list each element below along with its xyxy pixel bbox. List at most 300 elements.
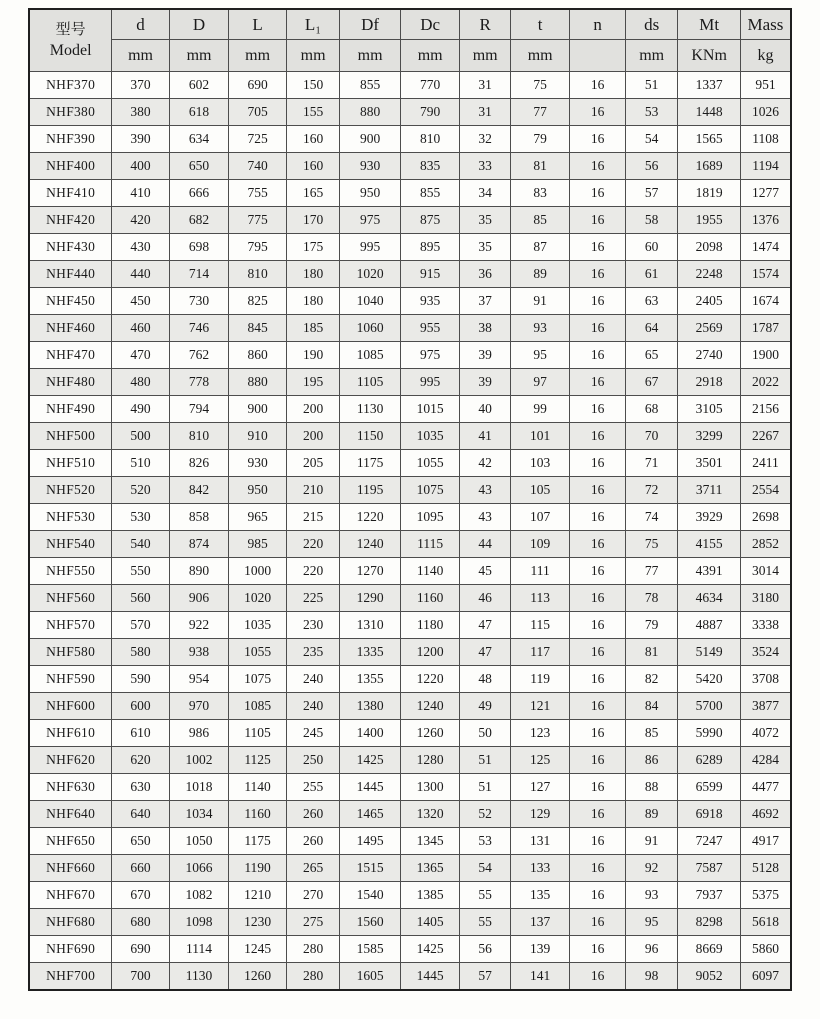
- value-cell: 16: [570, 450, 626, 477]
- table-row: [29, 666, 791, 693]
- value-cell: 83: [510, 180, 570, 207]
- table-row: [29, 180, 791, 207]
- value-cell: 602: [169, 72, 229, 99]
- value-cell: 650: [112, 828, 170, 855]
- table-row: [29, 936, 791, 963]
- value-cell: 970: [169, 693, 229, 720]
- value-cell: 36: [460, 261, 510, 288]
- value-cell: 5149: [678, 639, 741, 666]
- value-cell: 935: [400, 288, 460, 315]
- value-cell: 275: [286, 909, 339, 936]
- value-cell: 84: [625, 693, 677, 720]
- table-row: [29, 639, 791, 666]
- value-cell: 95: [625, 909, 677, 936]
- value-cell: 1002: [169, 747, 229, 774]
- value-cell: 109: [510, 531, 570, 558]
- table-row: [29, 531, 791, 558]
- value-cell: 98: [625, 963, 677, 991]
- unit-n: [570, 40, 626, 72]
- value-cell: 63: [625, 288, 677, 315]
- value-cell: 450: [112, 288, 170, 315]
- value-cell: 51: [625, 72, 677, 99]
- value-cell: 215: [286, 504, 339, 531]
- value-cell: 16: [570, 828, 626, 855]
- value-cell: 175: [286, 234, 339, 261]
- value-cell: 7247: [678, 828, 741, 855]
- value-cell: 1445: [340, 774, 401, 801]
- value-cell: 88: [625, 774, 677, 801]
- value-cell: 1405: [400, 909, 460, 936]
- value-cell: 3711: [678, 477, 741, 504]
- value-cell: 75: [510, 72, 570, 99]
- value-cell: 1210: [229, 882, 287, 909]
- value-cell: 16: [570, 99, 626, 126]
- table-row: [29, 99, 791, 126]
- value-cell: 725: [229, 126, 287, 153]
- value-cell: 4072: [740, 720, 791, 747]
- model-cell: NHF420: [29, 207, 112, 234]
- value-cell: 835: [400, 153, 460, 180]
- value-cell: 107: [510, 504, 570, 531]
- model-cell: NHF380: [29, 99, 112, 126]
- value-cell: 180: [286, 261, 339, 288]
- model-column-header: [29, 9, 112, 72]
- value-cell: 1130: [169, 963, 229, 991]
- value-cell: 97: [510, 369, 570, 396]
- col-header-D: D: [169, 9, 229, 40]
- value-cell: 125: [510, 747, 570, 774]
- model-header-en: Model: [49, 41, 92, 59]
- value-cell: 38: [460, 315, 510, 342]
- value-cell: 16: [570, 477, 626, 504]
- value-cell: 3524: [740, 639, 791, 666]
- value-cell: 205: [286, 450, 339, 477]
- table-row: [29, 882, 791, 909]
- value-cell: 1320: [400, 801, 460, 828]
- value-cell: 826: [169, 450, 229, 477]
- value-cell: 129: [510, 801, 570, 828]
- value-cell: 1900: [740, 342, 791, 369]
- value-cell: 16: [570, 504, 626, 531]
- value-cell: 54: [460, 855, 510, 882]
- value-cell: 1335: [340, 639, 401, 666]
- value-cell: 280: [286, 963, 339, 991]
- value-cell: 51: [460, 747, 510, 774]
- table-row: [29, 126, 791, 153]
- value-cell: 7587: [678, 855, 741, 882]
- value-cell: 954: [169, 666, 229, 693]
- value-cell: 86: [625, 747, 677, 774]
- value-cell: 93: [510, 315, 570, 342]
- value-cell: 51: [460, 774, 510, 801]
- model-cell: NHF580: [29, 639, 112, 666]
- value-cell: 1160: [400, 585, 460, 612]
- value-cell: 1565: [678, 126, 741, 153]
- value-cell: 85: [510, 207, 570, 234]
- value-cell: 52: [460, 801, 510, 828]
- value-cell: 1018: [169, 774, 229, 801]
- value-cell: 16: [570, 963, 626, 991]
- value-cell: 1055: [400, 450, 460, 477]
- value-cell: 6289: [678, 747, 741, 774]
- value-cell: 700: [112, 963, 170, 991]
- value-cell: 1445: [400, 963, 460, 991]
- value-cell: 65: [625, 342, 677, 369]
- value-cell: 825: [229, 288, 287, 315]
- model-cell: NHF620: [29, 747, 112, 774]
- value-cell: 1115: [400, 531, 460, 558]
- value-cell: 93: [625, 882, 677, 909]
- value-cell: 119: [510, 666, 570, 693]
- model-cell: NHF470: [29, 342, 112, 369]
- value-cell: 2554: [740, 477, 791, 504]
- value-cell: 5128: [740, 855, 791, 882]
- value-cell: 127: [510, 774, 570, 801]
- value-cell: 858: [169, 504, 229, 531]
- value-cell: 2569: [678, 315, 741, 342]
- value-cell: 690: [112, 936, 170, 963]
- value-cell: 67: [625, 369, 677, 396]
- value-cell: 810: [229, 261, 287, 288]
- value-cell: 490: [112, 396, 170, 423]
- value-cell: 915: [400, 261, 460, 288]
- value-cell: 1270: [340, 558, 401, 585]
- value-cell: 746: [169, 315, 229, 342]
- value-cell: 2156: [740, 396, 791, 423]
- value-cell: 160: [286, 126, 339, 153]
- value-cell: 53: [625, 99, 677, 126]
- value-cell: 3877: [740, 693, 791, 720]
- value-cell: 57: [625, 180, 677, 207]
- value-cell: 81: [625, 639, 677, 666]
- value-cell: 16: [570, 369, 626, 396]
- value-cell: 910: [229, 423, 287, 450]
- value-cell: 755: [229, 180, 287, 207]
- value-cell: 1095: [400, 504, 460, 531]
- value-cell: 480: [112, 369, 170, 396]
- value-cell: 570: [112, 612, 170, 639]
- value-cell: 121: [510, 693, 570, 720]
- value-cell: 3180: [740, 585, 791, 612]
- value-cell: 16: [570, 180, 626, 207]
- model-cell: NHF570: [29, 612, 112, 639]
- value-cell: 16: [570, 720, 626, 747]
- value-cell: 5375: [740, 882, 791, 909]
- value-cell: 3014: [740, 558, 791, 585]
- value-cell: 46: [460, 585, 510, 612]
- value-cell: 1540: [340, 882, 401, 909]
- table-row: [29, 585, 791, 612]
- model-cell: NHF560: [29, 585, 112, 612]
- value-cell: 1108: [740, 126, 791, 153]
- value-cell: 74: [625, 504, 677, 531]
- value-cell: 950: [229, 477, 287, 504]
- value-cell: 1035: [400, 423, 460, 450]
- value-cell: 265: [286, 855, 339, 882]
- value-cell: 91: [625, 828, 677, 855]
- value-cell: 9052: [678, 963, 741, 991]
- table-row: [29, 153, 791, 180]
- value-cell: 49: [460, 693, 510, 720]
- value-cell: 1380: [340, 693, 401, 720]
- value-cell: 618: [169, 99, 229, 126]
- table-row: [29, 963, 791, 991]
- value-cell: 89: [510, 261, 570, 288]
- table-row: [29, 288, 791, 315]
- value-cell: 85: [625, 720, 677, 747]
- col-header-t: t: [510, 9, 570, 40]
- value-cell: 2405: [678, 288, 741, 315]
- table-row: [29, 396, 791, 423]
- model-cell: NHF530: [29, 504, 112, 531]
- value-cell: 117: [510, 639, 570, 666]
- value-cell: 778: [169, 369, 229, 396]
- value-cell: 714: [169, 261, 229, 288]
- value-cell: 1955: [678, 207, 741, 234]
- value-cell: 220: [286, 558, 339, 585]
- value-cell: 1585: [340, 936, 401, 963]
- value-cell: 995: [340, 234, 401, 261]
- value-cell: 1020: [340, 261, 401, 288]
- value-cell: 235: [286, 639, 339, 666]
- value-cell: 72: [625, 477, 677, 504]
- value-cell: 682: [169, 207, 229, 234]
- value-cell: 133: [510, 855, 570, 882]
- value-cell: 1075: [400, 477, 460, 504]
- value-cell: 16: [570, 423, 626, 450]
- table-header: [29, 9, 791, 72]
- value-cell: 634: [169, 126, 229, 153]
- value-cell: 1220: [340, 504, 401, 531]
- value-cell: 111: [510, 558, 570, 585]
- value-cell: 1385: [400, 882, 460, 909]
- value-cell: 16: [570, 639, 626, 666]
- table-row: [29, 261, 791, 288]
- value-cell: 740: [229, 153, 287, 180]
- value-cell: 68: [625, 396, 677, 423]
- value-cell: 53: [460, 828, 510, 855]
- value-cell: 47: [460, 612, 510, 639]
- table-row: [29, 504, 791, 531]
- table-row: [29, 720, 791, 747]
- value-cell: 165: [286, 180, 339, 207]
- value-cell: 880: [340, 99, 401, 126]
- value-cell: 1495: [340, 828, 401, 855]
- value-cell: 1310: [340, 612, 401, 639]
- value-cell: 35: [460, 207, 510, 234]
- value-cell: 975: [340, 207, 401, 234]
- value-cell: 57: [460, 963, 510, 991]
- value-cell: 460: [112, 315, 170, 342]
- value-cell: 61: [625, 261, 677, 288]
- model-cell: NHF680: [29, 909, 112, 936]
- value-cell: 600: [112, 693, 170, 720]
- value-cell: 16: [570, 882, 626, 909]
- value-cell: 39: [460, 342, 510, 369]
- value-cell: 900: [340, 126, 401, 153]
- value-cell: 131: [510, 828, 570, 855]
- value-cell: 670: [112, 882, 170, 909]
- value-cell: 16: [570, 693, 626, 720]
- value-cell: 930: [340, 153, 401, 180]
- model-cell: NHF700: [29, 963, 112, 991]
- value-cell: 230: [286, 612, 339, 639]
- table-row: [29, 207, 791, 234]
- value-cell: 115: [510, 612, 570, 639]
- value-cell: 1220: [400, 666, 460, 693]
- value-cell: 34: [460, 180, 510, 207]
- value-cell: 4917: [740, 828, 791, 855]
- value-cell: 81: [510, 153, 570, 180]
- value-cell: 2740: [678, 342, 741, 369]
- value-cell: 440: [112, 261, 170, 288]
- value-cell: 16: [570, 936, 626, 963]
- value-cell: 31: [460, 72, 510, 99]
- value-cell: 190: [286, 342, 339, 369]
- value-cell: 698: [169, 234, 229, 261]
- value-cell: 33: [460, 153, 510, 180]
- value-cell: 1448: [678, 99, 741, 126]
- value-cell: 938: [169, 639, 229, 666]
- unit-Dc: mm: [400, 40, 460, 72]
- value-cell: 4887: [678, 612, 741, 639]
- value-cell: 845: [229, 315, 287, 342]
- value-cell: 220: [286, 531, 339, 558]
- value-cell: 75: [625, 531, 677, 558]
- value-cell: 245: [286, 720, 339, 747]
- value-cell: 1194: [740, 153, 791, 180]
- value-cell: 2411: [740, 450, 791, 477]
- value-cell: 855: [400, 180, 460, 207]
- value-cell: 260: [286, 828, 339, 855]
- value-cell: 58: [625, 207, 677, 234]
- value-cell: 16: [570, 288, 626, 315]
- value-cell: 82: [625, 666, 677, 693]
- value-cell: 6918: [678, 801, 741, 828]
- value-cell: 1337: [678, 72, 741, 99]
- value-cell: 35: [460, 234, 510, 261]
- value-cell: 1560: [340, 909, 401, 936]
- value-cell: 1082: [169, 882, 229, 909]
- model-cell: NHF690: [29, 936, 112, 963]
- table-row: [29, 693, 791, 720]
- model-cell: NHF640: [29, 801, 112, 828]
- value-cell: 16: [570, 612, 626, 639]
- col-header-R: R: [460, 9, 510, 40]
- model-cell: NHF660: [29, 855, 112, 882]
- value-cell: 99: [510, 396, 570, 423]
- value-cell: 32: [460, 126, 510, 153]
- value-cell: 43: [460, 477, 510, 504]
- value-cell: 6599: [678, 774, 741, 801]
- value-cell: 79: [625, 612, 677, 639]
- value-cell: 1140: [400, 558, 460, 585]
- value-cell: 1050: [169, 828, 229, 855]
- model-cell: NHF480: [29, 369, 112, 396]
- col-header-Mt: Mt: [678, 9, 741, 40]
- value-cell: 77: [510, 99, 570, 126]
- value-cell: 240: [286, 666, 339, 693]
- value-cell: 1515: [340, 855, 401, 882]
- value-cell: 1376: [740, 207, 791, 234]
- value-cell: 1230: [229, 909, 287, 936]
- value-cell: 123: [510, 720, 570, 747]
- value-cell: 520: [112, 477, 170, 504]
- value-cell: 3708: [740, 666, 791, 693]
- value-cell: 1300: [400, 774, 460, 801]
- value-cell: 1085: [340, 342, 401, 369]
- value-cell: 47: [460, 639, 510, 666]
- value-cell: 79: [510, 126, 570, 153]
- value-cell: 37: [460, 288, 510, 315]
- model-cell: NHF490: [29, 396, 112, 423]
- value-cell: 1190: [229, 855, 287, 882]
- value-cell: 550: [112, 558, 170, 585]
- value-cell: 1280: [400, 747, 460, 774]
- value-cell: 620: [112, 747, 170, 774]
- model-cell: NHF540: [29, 531, 112, 558]
- model-cell: NHF550: [29, 558, 112, 585]
- table-row: [29, 423, 791, 450]
- value-cell: 500: [112, 423, 170, 450]
- value-cell: 16: [570, 558, 626, 585]
- value-cell: 1240: [340, 531, 401, 558]
- value-cell: 1674: [740, 288, 791, 315]
- value-cell: 141: [510, 963, 570, 991]
- value-cell: 2098: [678, 234, 741, 261]
- table-row: [29, 612, 791, 639]
- model-cell: NHF630: [29, 774, 112, 801]
- model-cell: NHF370: [29, 72, 112, 99]
- value-cell: 16: [570, 207, 626, 234]
- value-cell: 2852: [740, 531, 791, 558]
- value-cell: 2267: [740, 423, 791, 450]
- value-cell: 255: [286, 774, 339, 801]
- value-cell: 470: [112, 342, 170, 369]
- value-cell: 1277: [740, 180, 791, 207]
- value-cell: 150: [286, 72, 339, 99]
- value-cell: 210: [286, 477, 339, 504]
- value-cell: 906: [169, 585, 229, 612]
- value-cell: 1425: [400, 936, 460, 963]
- value-cell: 1689: [678, 153, 741, 180]
- value-cell: 1000: [229, 558, 287, 585]
- value-cell: 225: [286, 585, 339, 612]
- value-cell: 666: [169, 180, 229, 207]
- value-cell: 16: [570, 747, 626, 774]
- value-cell: 1140: [229, 774, 287, 801]
- model-cell: NHF440: [29, 261, 112, 288]
- value-cell: 951: [740, 72, 791, 99]
- value-cell: 985: [229, 531, 287, 558]
- value-cell: 560: [112, 585, 170, 612]
- value-cell: 1175: [340, 450, 401, 477]
- value-cell: 48: [460, 666, 510, 693]
- value-cell: 2248: [678, 261, 741, 288]
- value-cell: 370: [112, 72, 170, 99]
- value-cell: 1240: [400, 693, 460, 720]
- value-cell: 92: [625, 855, 677, 882]
- value-cell: 380: [112, 99, 170, 126]
- value-cell: 50: [460, 720, 510, 747]
- value-cell: 1574: [740, 261, 791, 288]
- value-cell: 1125: [229, 747, 287, 774]
- value-cell: 580: [112, 639, 170, 666]
- value-cell: 2698: [740, 504, 791, 531]
- value-cell: 1175: [229, 828, 287, 855]
- value-cell: 390: [112, 126, 170, 153]
- value-cell: 855: [340, 72, 401, 99]
